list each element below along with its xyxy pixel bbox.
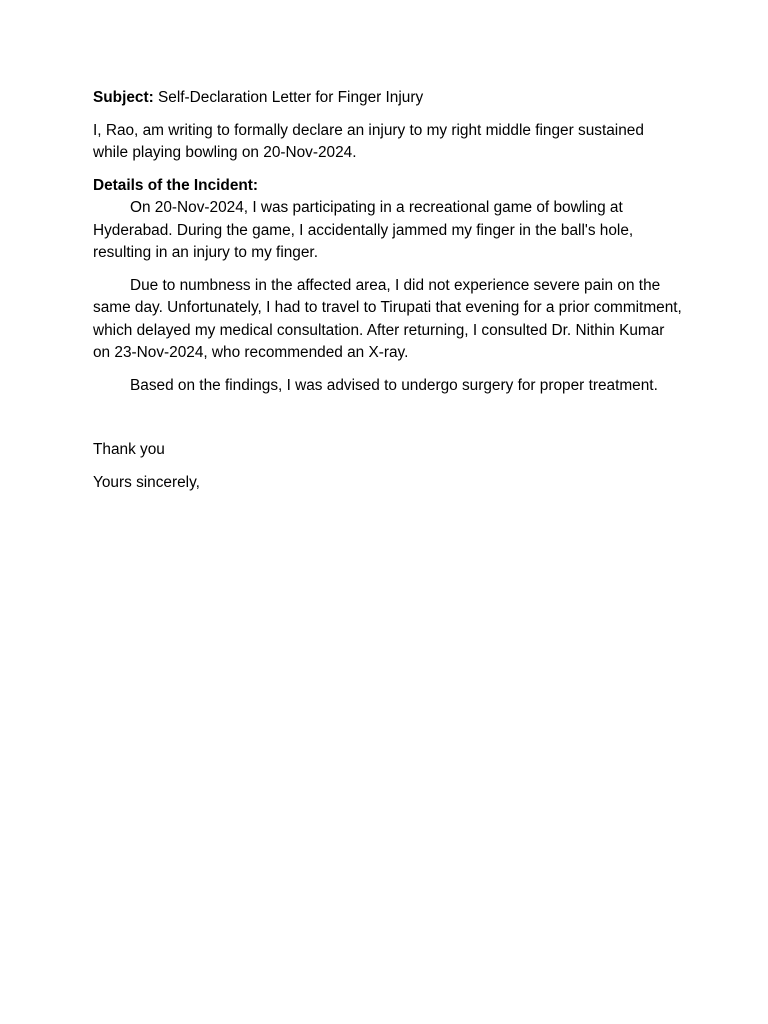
subject-label: Subject:	[93, 89, 154, 106]
blank-line	[93, 407, 683, 439]
details-heading: Details of the Incident:	[93, 176, 259, 194]
letter-body	[93, 87, 683, 504]
incident-paragraph-2: Due to numbness in the affected area, I did not experience severe pain on the same day. Unfortunately, I had to travel to Tirupati that evening for a prior commitment, which delayed my medical consultation. After returning, I consulted Dr. Nithin Kumar on 23-Nov-2024, who recommended an X-ray.	[93, 276, 682, 361]
thanks-line: Thank you	[93, 441, 165, 458]
incident-paragraph-3: Based on the findings, I was advised to undergo surgery for proper treatment.	[130, 376, 658, 394]
closing-line: Yours sincerely,	[93, 473, 200, 491]
intro-paragraph: I, Rao, am writing to formally declare an injury to my right middle finger sustained while playing bowling on 20-Nov-2024.	[93, 121, 644, 161]
incident-paragraph-1: On 20-Nov-2024, I was participating in a recreational game of bowling at Hyderabad. During the game, I accidentally jammed my finger in the ball's hole, resulting in an injury to my finger.	[93, 199, 634, 261]
subject-text: Self-Declaration Letter for Finger Injury	[153, 89, 424, 106]
subject-line	[93, 87, 683, 110]
